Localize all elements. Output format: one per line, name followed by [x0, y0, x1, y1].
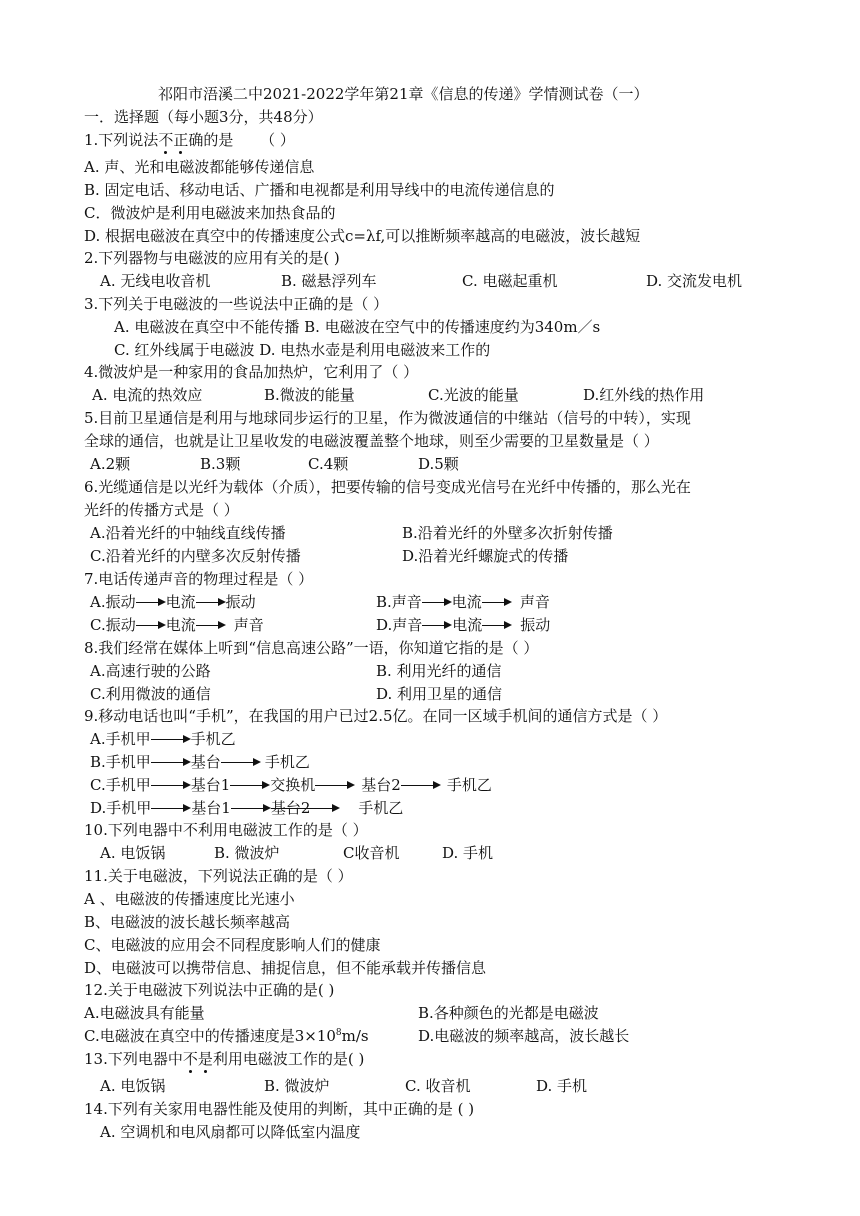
- answer-paren: （ ）: [260, 131, 295, 149]
- question-13-option-b: B. 微波炉: [264, 1077, 330, 1095]
- question-2-option-c: C. 电磁起重机: [462, 272, 558, 290]
- question-9-option-a: A.手机甲 手机乙: [90, 730, 236, 748]
- emphasis-dot: 不: [158, 131, 174, 149]
- question-4-option-b: B.微波的能量: [264, 386, 355, 404]
- right-arrow-icon: [196, 615, 226, 635]
- question-6-option-d: D.沿着光纤螺旋式的传播: [402, 547, 569, 565]
- question-8-option-a: A.高速行驶的公路: [90, 662, 211, 680]
- right-arrow-icon: [315, 775, 355, 795]
- question-9-stem: 9.移动电话也叫“手机”，在我国的用户已过2.5亿。在同一区域手机间的通信方式是（ ）: [84, 707, 668, 725]
- section-heading: 一．选择题（每小题3分，共48分）: [84, 108, 323, 126]
- question-1-option-c: C．微波炉是利用电磁波来加热食品的: [84, 204, 336, 222]
- question-2-option-d: D. 交流发电机: [646, 272, 743, 290]
- question-8-option-d: D. 利用卫星的通信: [376, 685, 503, 703]
- emphasis-dot: 不: [182, 1050, 198, 1068]
- question-8-option-b: B. 利用光纤的通信: [376, 662, 502, 680]
- question-2-option-a: A. 无线电收音机: [100, 272, 211, 290]
- question-7-option-a: A.振动 电流 振动: [90, 593, 256, 611]
- right-arrow-icon: [231, 798, 271, 818]
- question-11-stem: 11.关于电磁波，下列说法正确的是（ ）: [84, 867, 353, 885]
- question-4-option-c: C.光波的能量: [428, 386, 519, 404]
- right-arrow-icon: [482, 592, 512, 612]
- question-10-option-b: B. 微波炉: [214, 844, 280, 862]
- question-6-option-a: A.沿着光纤的中轴线直线传播: [90, 524, 286, 542]
- question-1-option-d: D. 根据电磁波在真空中的传播速度公式c=λf,可以推断频率越高的电磁波，波长越短: [84, 227, 641, 245]
- question-8-stem: 8.我们经常在媒体上听到“信息高速公路”一语，你知道它指的是（ ）: [84, 639, 539, 657]
- question-9-option-c: C.手机甲 基台1 交换机 基台2 手机乙: [90, 776, 492, 794]
- question-1-option-a: A. 声、光和电磁波都能够传递信息: [84, 158, 315, 176]
- question-7-option-b: B.声音 电流 声音: [376, 593, 550, 611]
- question-12-option-a: A.电磁波具有能量: [84, 1004, 205, 1022]
- question-8-option-c: C.利用微波的通信: [90, 685, 211, 703]
- question-10-option-c: C收音机: [343, 844, 400, 862]
- question-1-option-b: B. 固定电话、移动电话、广播和电视都是利用导线中的电流传递信息的: [84, 181, 555, 199]
- question-13-stem: 13.下列电器中不是利用电磁波工作的是( ): [84, 1050, 365, 1068]
- right-arrow-icon: [422, 592, 452, 612]
- right-arrow-icon: [310, 798, 340, 818]
- question-9-option-b: B.手机甲 基台 手机乙: [90, 753, 310, 771]
- question-6-line-1: 6.光缆通信是以光纤为载体（介质），把要传输的信号变成光信号在光纤中传播的，那么光在: [84, 478, 691, 496]
- question-11-option-a: A 、电磁波的传播速度比光速小: [84, 890, 295, 908]
- question-10-option-a: A. 电饭锅: [100, 844, 166, 862]
- question-11-option-d: D、电磁波可以携带信息、捕捉信息，但不能承载并传播信息: [84, 959, 487, 977]
- question-3-options-ab: A. 电磁波在真空中不能传播 B. 电磁波在空气中的传播速度约为340m／s: [114, 318, 601, 336]
- question-5-option-c: C.4颗: [308, 455, 349, 473]
- emphasis-dot: 是: [197, 1050, 213, 1068]
- question-7-option-d: D.声音 电流 振动: [376, 616, 551, 634]
- question-6-option-c: C.沿着光纤的内壁多次反射传播: [90, 547, 301, 565]
- question-2-option-b: B. 磁悬浮列车: [281, 272, 377, 290]
- question-10-stem: 10.下列电器中不利用电磁波工作的是（ ）: [84, 821, 368, 839]
- right-arrow-icon: [422, 615, 452, 635]
- emphasis-dot: 正: [173, 131, 189, 149]
- question-4-option-a: A. 电流的热效应: [92, 386, 203, 404]
- question-5-option-d: D.5颗: [418, 455, 459, 473]
- question-5-line-1: 5.目前卫星通信是利用与地球同步运行的卫星，作为微波通信的中继站（信号的中转），实现: [84, 409, 691, 427]
- question-9-option-d: D.手机甲 基台1 基台2 手机乙: [90, 799, 404, 817]
- right-arrow-icon: [196, 592, 226, 612]
- question-2-stem: 2.下列器物与电磁波的应用有关的是( ): [84, 249, 340, 267]
- question-11-option-b: B、电磁波的波长越长频率越高: [84, 913, 291, 931]
- question-11-option-c: C、电磁波的应用会不同程度影响人们的健康: [84, 936, 381, 954]
- question-12-stem: 12.关于电磁波下列说法中正确的是( ): [84, 981, 335, 999]
- question-7-option-c: C.振动 电流 声音: [90, 616, 264, 634]
- question-14-option-a: A. 空调机和电风扇都可以降低室内温度: [100, 1123, 361, 1141]
- question-12-option-b: B.各种颜色的光都是电磁波: [418, 1004, 599, 1022]
- question-12-option-c: C.电磁波在真空中的传播速度是$3\times 10^8m/s$: [84, 1027, 369, 1045]
- question-13-option-d: D. 手机: [536, 1077, 588, 1095]
- right-arrow-icon: [401, 775, 441, 795]
- right-arrow-icon: [221, 752, 261, 772]
- question-14-stem: 14.下列有关家用电器性能及使用的判断，其中正确的是 ( ): [84, 1100, 475, 1118]
- question-13-option-a: A. 电饭锅: [100, 1077, 166, 1095]
- question-6-option-b: B.沿着光纤的外壁多次折射传播: [402, 524, 613, 542]
- right-arrow-icon: [482, 615, 512, 635]
- question-5-option-b: B.3颗: [200, 455, 241, 473]
- question-7-stem: 7.电话传递声音的物理过程是（ ）: [84, 570, 314, 588]
- question-12-option-d: D.电磁波的频率越高，波长越长: [418, 1027, 630, 1045]
- right-arrow-icon: [151, 798, 191, 818]
- right-arrow-icon: [136, 592, 166, 612]
- question-1-stem: 1.下列说法不正确的是 （ ）: [84, 131, 295, 149]
- right-arrow-icon: [230, 775, 270, 795]
- question-4-option-d: D.红外线的热作用: [583, 386, 705, 404]
- question-6-line-2: 光纤的传播方式是（ ）: [84, 501, 239, 519]
- right-arrow-icon: [151, 729, 191, 749]
- question-3-stem: 3.下列关于电磁波的一些说法中正确的是（ ）: [84, 295, 389, 313]
- question-10-option-d: D. 手机: [442, 844, 494, 862]
- right-arrow-icon: [151, 752, 191, 772]
- question-13-option-c: C. 收音机: [405, 1077, 471, 1095]
- question-5-line-2: 全球的通信，也就是让卫星收发的电磁波覆盖整个地球，则至少需要的卫星数量是（ ）: [84, 432, 659, 450]
- question-5-option-a: A.2颗: [90, 455, 131, 473]
- right-arrow-icon: [136, 615, 166, 635]
- question-4-stem: 4.微波炉是一种家用的食品加热炉，它利用了（ ）: [84, 363, 419, 381]
- right-arrow-icon: [151, 775, 191, 795]
- exam-title: 祁阳市浯溪二中2021-2022学年第21章《信息的传递》学情测试卷（一）: [158, 85, 649, 103]
- question-3-options-cd: C. 红外线属于电磁波 D. 电热水壶是利用电磁波来工作的: [114, 341, 491, 359]
